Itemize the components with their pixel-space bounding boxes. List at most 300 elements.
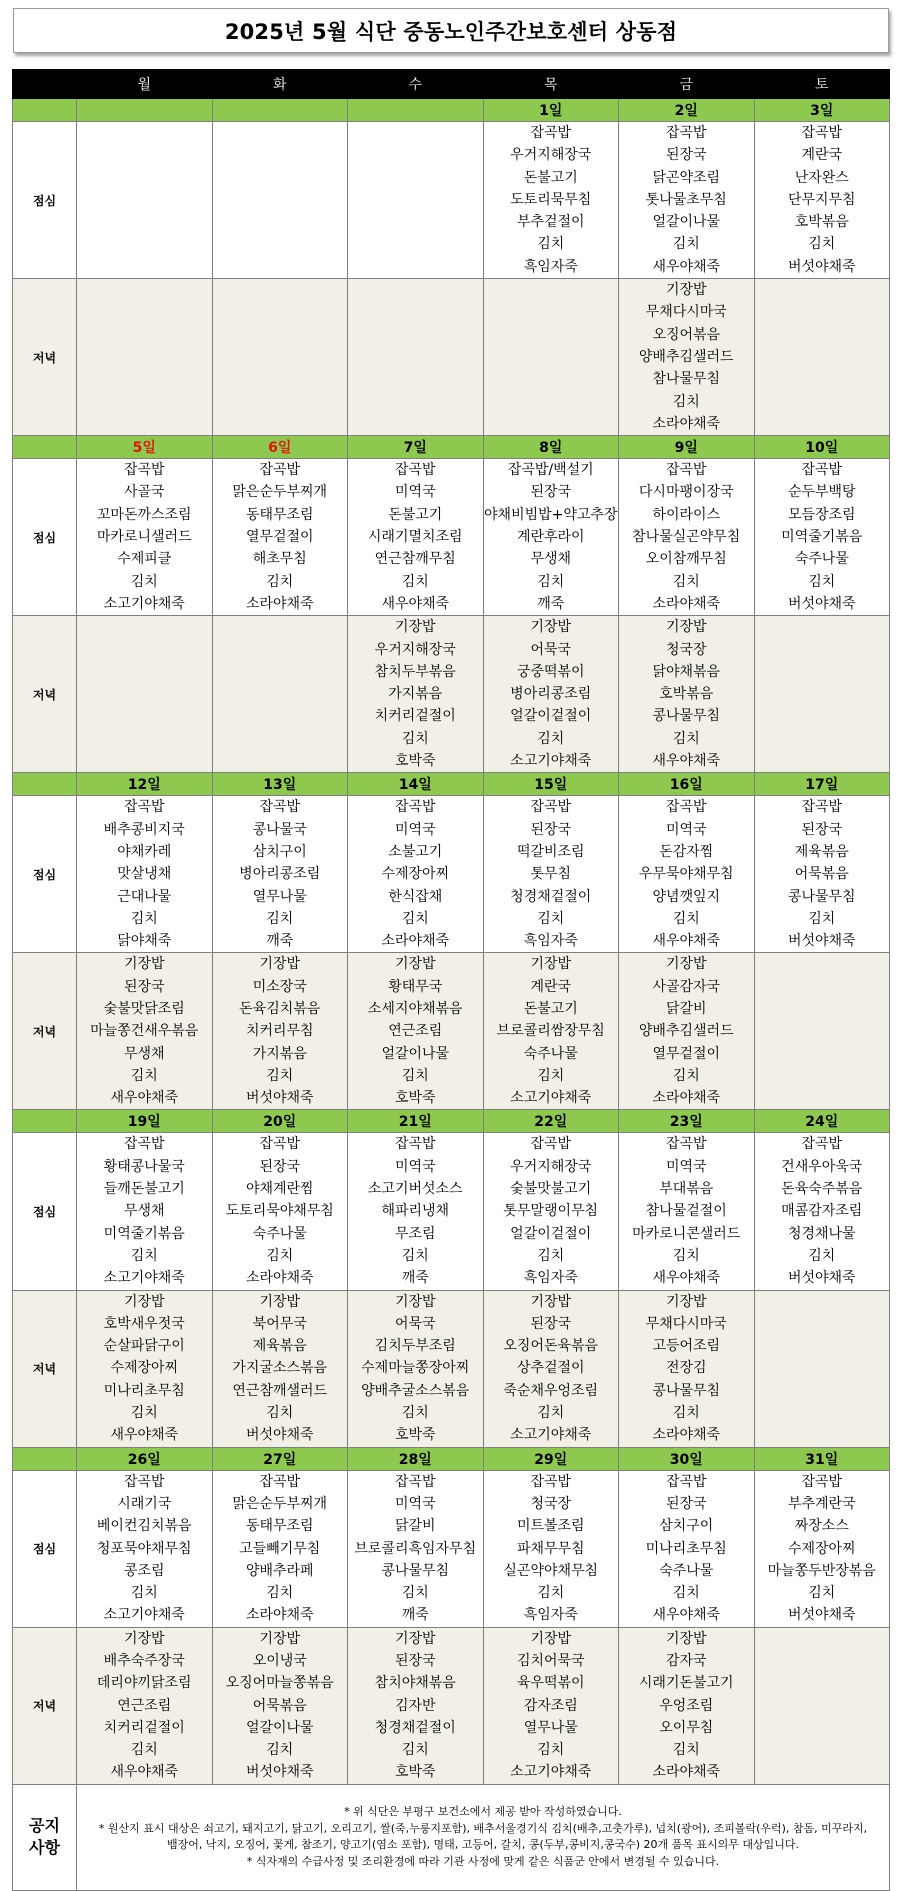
- menu-item: 열무나물: [523, 1719, 578, 1736]
- menu-item: 우거지해장국: [510, 1158, 592, 1175]
- menu-item: 버섯야채죽: [245, 1427, 314, 1444]
- menu-item: 김치: [672, 910, 700, 927]
- menu-item: 김치: [401, 910, 429, 927]
- date-cell: 27일: [212, 1447, 348, 1470]
- menu-item: 잡곡밥/백설기: [507, 462, 594, 479]
- menu-item: 김치: [266, 910, 294, 927]
- menu-item: 김치: [537, 910, 565, 927]
- lunch-label: 점심: [13, 459, 77, 616]
- menu-item: 새우야채죽: [652, 258, 721, 275]
- notice-row: [13, 1784, 890, 1890]
- menu-item: 사골국: [123, 484, 165, 501]
- menu-item: 어묵국: [530, 641, 572, 658]
- menu-item: 김치: [808, 1247, 836, 1264]
- menu-item: 소라야채죽: [652, 415, 721, 432]
- menu-item: 상추겉절이: [516, 1360, 585, 1377]
- lunch-menu-cell: [348, 1470, 484, 1627]
- menu-item: 계란후라이: [516, 529, 585, 546]
- dinner-menu-cell: [754, 1290, 890, 1447]
- menu-item: 콩나물무침: [787, 888, 856, 905]
- menu-item: 잡곡밥: [801, 799, 843, 816]
- menu-item: 톳무말랭이무침: [503, 1203, 599, 1220]
- menu-item: 삼치구이: [252, 843, 307, 860]
- date-cell: 31일: [754, 1447, 890, 1470]
- dinner-menu-cell: [77, 279, 213, 436]
- menu-item: 새우야채죽: [110, 1427, 179, 1444]
- day-header: 금: [619, 70, 755, 99]
- menu-item: 새우야채죽: [652, 933, 721, 950]
- menu-item: 육우떡볶이: [516, 1675, 585, 1692]
- lunch-menu-cell: [754, 1133, 890, 1290]
- menu-item: 김치: [672, 1742, 700, 1759]
- lunch-menu-cell: [77, 459, 213, 616]
- menu-item: 우무묵야채무침: [638, 866, 734, 883]
- page-title: 2025년 5월 식단 중동노인주간보호센터 상동점: [224, 19, 678, 44]
- menu-item: 미역국: [394, 821, 436, 838]
- menu-item: 연근조림: [388, 1023, 443, 1040]
- menu-item: 호박죽: [394, 753, 436, 770]
- menu-item: 얼갈이나물: [381, 1045, 450, 1062]
- date-cell: 3일: [754, 99, 890, 122]
- menu-item: 기장밥: [259, 1630, 301, 1647]
- menu-item: 숯불맛닭조림: [103, 1000, 185, 1017]
- menu-item: 돈불고기: [523, 1000, 578, 1017]
- menu-item: 김치: [130, 910, 158, 927]
- menu-item: 삼치구이: [659, 1518, 714, 1535]
- menu-item: 동태무조림: [245, 506, 314, 523]
- menu-item: 동태무조림: [245, 1518, 314, 1535]
- menu-item: 김치: [672, 730, 700, 747]
- menu-item: 기장밥: [123, 956, 165, 973]
- lunch-menu-cell: [77, 122, 213, 279]
- menu-item: 무생채: [123, 1045, 165, 1062]
- lunch-menu-cell: [212, 796, 348, 953]
- menu-item: 잡곡밥: [530, 799, 572, 816]
- menu-item: 고등어조림: [652, 1338, 721, 1355]
- menu-item: 소라야채죽: [652, 595, 721, 612]
- menu-item: 김치: [672, 1067, 700, 1084]
- dinner-menu-cell: [619, 1290, 755, 1447]
- notice-label-line: 사항: [29, 1838, 60, 1858]
- menu-item: 미나리초무침: [103, 1382, 185, 1399]
- dinner-menu-cell: [483, 616, 619, 773]
- menu-item: 잡곡밥: [394, 799, 436, 816]
- dinner-menu-cell: [212, 1290, 348, 1447]
- menu-item: 소고기야채죽: [510, 1764, 592, 1781]
- menu-item: 김치: [130, 1067, 158, 1084]
- date-row-corner: [13, 99, 77, 122]
- menu-item: 참치두부볶음: [374, 663, 456, 680]
- menu-item: 호박볶음: [659, 686, 714, 703]
- lunch-row: [13, 796, 890, 953]
- menu-item: 된장국: [394, 1653, 436, 1669]
- menu-item: 한식잡채: [388, 888, 443, 905]
- menu-item: 김치: [401, 1742, 429, 1759]
- date-cell: 5일: [77, 436, 213, 459]
- menu-item: 김치: [130, 1742, 158, 1759]
- menu-item: 김치: [672, 1405, 700, 1422]
- date-cell: 19일: [77, 1110, 213, 1133]
- menu-item: 숙주나물: [794, 551, 849, 568]
- menu-item: 김치: [672, 1247, 700, 1264]
- menu-item: 김치: [672, 393, 700, 410]
- menu-item: 근대나물: [117, 888, 172, 905]
- dinner-menu-cell: [77, 1290, 213, 1447]
- menu-item: 열무나물: [252, 888, 307, 905]
- menu-item: 기장밥: [665, 1630, 707, 1647]
- menu-item: 호박새우젓국: [103, 1315, 185, 1332]
- date-cell: 14일: [348, 773, 484, 796]
- menu-item: 청경채나물: [787, 1225, 856, 1242]
- menu-item: 기장밥: [259, 1293, 301, 1310]
- menu-item: 단무지무침: [787, 191, 856, 208]
- menu-item: 어묵국: [394, 1315, 436, 1332]
- menu-item: 김치: [130, 1585, 158, 1602]
- menu-item: 미역줄기볶음: [781, 529, 863, 546]
- menu-item: 된장국: [259, 1158, 301, 1175]
- menu-item: 김치: [266, 1742, 294, 1759]
- menu-item: 시래기멸치조림: [367, 529, 463, 546]
- menu-item: 소라야채죽: [652, 1427, 721, 1444]
- lunch-label: 점심: [13, 796, 77, 953]
- menu-item: 호박죽: [394, 1764, 436, 1781]
- menu-item: 미역국: [394, 484, 436, 501]
- menu-item: 브로콜리쌈장무침: [496, 1023, 605, 1040]
- menu-item: 깨죽: [266, 933, 294, 950]
- menu-item: 김치: [537, 1067, 565, 1084]
- date-cell: 17일: [754, 773, 890, 796]
- menu-item: 순두부백탕: [787, 484, 856, 501]
- menu-item: 오징어마늘쫑볶음: [225, 1675, 334, 1692]
- menu-item: 미소장국: [252, 978, 307, 995]
- menu-item: 소불고기: [388, 843, 443, 860]
- header-row: [13, 70, 890, 99]
- menu-item: 난자완스: [794, 169, 849, 186]
- menu-item: 기장밥: [394, 619, 436, 636]
- menu-item: 수제마늘쫑장아찌: [361, 1360, 470, 1377]
- menu-item: 잡곡밥: [530, 1136, 572, 1153]
- menu-item: 잡곡밥: [394, 1473, 436, 1490]
- menu-item: 실곤약야채무침: [503, 1562, 599, 1579]
- menu-item: 잡곡밥: [394, 1136, 436, 1153]
- menu-item: 감자국: [665, 1653, 707, 1669]
- menu-item: 전장김: [665, 1360, 707, 1377]
- menu-item: 사골감자국: [652, 978, 721, 995]
- menu-item: 데리야끼닭조림: [96, 1675, 192, 1692]
- date-cell: 30일: [619, 1447, 755, 1470]
- dinner-label: 저녁: [13, 953, 77, 1110]
- date-cell: 26일: [77, 1447, 213, 1470]
- date-row: [13, 436, 890, 459]
- menu-item: 가지볶음: [388, 686, 443, 703]
- menu-item: 돈육숙주볶음: [781, 1181, 863, 1198]
- menu-item: 해초무침: [252, 551, 307, 568]
- lunch-menu-cell: [77, 1470, 213, 1627]
- menu-item: 제육볶음: [794, 843, 849, 860]
- menu-item: 황태콩나물국: [103, 1158, 185, 1175]
- dinner-menu-cell: [212, 616, 348, 773]
- menu-item: 소라야채죽: [245, 1607, 314, 1624]
- date-row-corner: [13, 436, 77, 459]
- menu-item: 버섯야채죽: [245, 1764, 314, 1781]
- dinner-menu-cell: [77, 616, 213, 773]
- menu-item: 배추콩비지국: [103, 821, 185, 838]
- notice-line: * 식자재의 수급사정 및 조리환경에 따라 기관 사정에 맞게 같은 식품군 안에서 변경될 수 있습니다.: [246, 1854, 720, 1868]
- menu-item: 잡곡밥: [123, 799, 165, 816]
- lunch-menu-cell: [754, 1470, 890, 1627]
- lunch-menu-cell: [212, 1133, 348, 1290]
- menu-item: 새우야채죽: [652, 753, 721, 770]
- menu-item: 돈불고기: [523, 169, 578, 186]
- lunch-menu-cell: [619, 1133, 755, 1290]
- menu-item: 베이컨김치볶음: [96, 1518, 192, 1535]
- menu-item: 잡곡밥: [665, 1473, 707, 1490]
- date-cell: 28일: [348, 1447, 484, 1470]
- menu-item: 순살파닭구이: [103, 1338, 185, 1355]
- menu-item: 김자반: [394, 1697, 436, 1714]
- menu-item: 미역줄기볶음: [103, 1225, 185, 1242]
- menu-item: 잡곡밥: [665, 462, 707, 479]
- menu-item: 참나물무침: [652, 371, 721, 388]
- lunch-label: 점심: [13, 1133, 77, 1290]
- menu-item: 치커리겉절이: [374, 708, 456, 725]
- notice-line: * 원산지 표시 대상은 쇠고기, 돼지고기, 닭고기, 오리고기, 쌀(죽,누룽지포함), 배추서울경기식 김치(배추,고춧가루), 넙치(광어), 조피볼락(우럭), 참돔, 미꾸라지,: [98, 1821, 868, 1835]
- date-cell: 1일: [483, 99, 619, 122]
- menu-item: 감자조림: [523, 1697, 578, 1714]
- menu-item: 북어무국: [252, 1315, 307, 1332]
- menu-item: 들깨돈불고기: [103, 1181, 185, 1198]
- menu-item: 기장밥: [123, 1293, 165, 1310]
- day-header: 화: [212, 70, 348, 99]
- date-cell: 20일: [212, 1110, 348, 1133]
- menu-item: 된장국: [123, 978, 165, 995]
- menu-item: 콩나물무침: [652, 1382, 721, 1399]
- dinner-menu-cell: [619, 1627, 755, 1784]
- menu-item: 가지볶음: [252, 1045, 307, 1062]
- menu-item: 잡곡밥: [394, 462, 436, 479]
- menu-item: 우거지해장국: [510, 147, 592, 164]
- menu-item: 꼬마돈까스조림: [96, 506, 192, 523]
- menu-item: 얼갈이나물: [245, 1719, 314, 1736]
- date-cell: 6일: [212, 436, 348, 459]
- menu-item: 미나리초무침: [645, 1540, 727, 1557]
- menu-item: 흑임자죽: [523, 933, 578, 950]
- dinner-menu-cell: [754, 279, 890, 436]
- menu-item: 김치: [266, 573, 294, 590]
- menu-item: 소라야채죽: [245, 595, 314, 612]
- lunch-label: 점심: [13, 1470, 77, 1627]
- menu-item: 미역국: [665, 1158, 707, 1175]
- menu-item: 황태무국: [388, 978, 443, 995]
- menu-item: 김치: [130, 1405, 158, 1422]
- menu-item: 잡곡밥: [259, 462, 301, 479]
- date-row-corner: [13, 1447, 77, 1470]
- menu-item: 고들빼기무침: [239, 1540, 321, 1557]
- menu-item: 잡곡밥: [665, 799, 707, 816]
- menu-item: 맑은순두부찌개: [232, 484, 328, 501]
- menu-item: 콩나물무침: [652, 708, 721, 725]
- menu-item: 김치: [537, 1405, 565, 1422]
- menu-item: 기장밥: [665, 619, 707, 636]
- date-row: [13, 1110, 890, 1133]
- menu-item: 기장밥: [259, 956, 301, 973]
- menu-item: 소라야채죽: [381, 933, 450, 950]
- menu-item: 김치: [808, 910, 836, 927]
- menu-item: 연근참깨샐러드: [232, 1382, 328, 1399]
- date-cell: [348, 99, 484, 122]
- menu-item: 새우야채죽: [381, 595, 450, 612]
- menu-item: 새우야채죽: [652, 1607, 721, 1624]
- menu-item: 잡곡밥: [530, 125, 572, 141]
- menu-item: 잡곡밥: [530, 1473, 572, 1490]
- menu-item: 흑임자죽: [523, 1607, 578, 1624]
- menu-item: 김치: [537, 730, 565, 747]
- menu-title-box: [13, 8, 889, 53]
- lunch-row: [13, 459, 890, 616]
- menu-item: 잡곡밥: [665, 1136, 707, 1153]
- menu-item: 김치: [537, 1585, 565, 1602]
- menu-item: 김치: [672, 1585, 700, 1602]
- date-cell: [212, 99, 348, 122]
- lunch-menu-cell: [483, 796, 619, 953]
- dinner-label: 저녁: [13, 1290, 77, 1447]
- lunch-row: [13, 1133, 890, 1290]
- date-cell: 22일: [483, 1110, 619, 1133]
- menu-item: 숙주나물: [659, 1562, 714, 1579]
- menu-item: 어묵볶음: [794, 866, 849, 883]
- menu-item: 시래기국: [117, 1495, 172, 1512]
- menu-item: 병아리콩조림: [239, 866, 321, 883]
- day-header: 월: [77, 70, 213, 99]
- menu-item: 야채카레: [117, 843, 172, 860]
- menu-item: 잡곡밥: [259, 1473, 301, 1490]
- menu-item: 김치: [672, 573, 700, 590]
- menu-item: 오이냉국: [252, 1653, 307, 1669]
- date-cell: 8일: [483, 436, 619, 459]
- menu-item: 청경채겉절이: [510, 888, 592, 905]
- menu-item: 돈육김치볶음: [239, 1000, 321, 1017]
- menu-item: 기장밥: [394, 1630, 436, 1647]
- menu-item: 김치: [537, 1247, 565, 1264]
- menu-item: 무채다시마국: [645, 1315, 727, 1332]
- menu-item: 호박볶음: [794, 214, 849, 231]
- menu-item: 양배추김샐러드: [638, 348, 734, 365]
- lunch-menu-cell: [619, 796, 755, 953]
- day-header: 목: [483, 70, 619, 99]
- dinner-row: [13, 279, 890, 436]
- menu-item: 소고기야채죽: [510, 753, 592, 770]
- menu-item: 콩조림: [123, 1562, 165, 1579]
- date-row: [13, 773, 890, 796]
- menu-item: 소고기야채죽: [103, 1607, 185, 1624]
- dinner-menu-cell: [754, 1627, 890, 1784]
- menu-item: 무채다시마국: [645, 304, 727, 321]
- menu-item: 부추겉절이: [516, 214, 585, 231]
- menu-item: 어묵볶음: [252, 1697, 307, 1714]
- dinner-menu-cell: [619, 616, 755, 773]
- menu-item: 기장밥: [530, 1630, 572, 1647]
- menu-item: 잡곡밥: [259, 799, 301, 816]
- menu-item: 떡갈비조림: [516, 843, 585, 860]
- menu-item: 김치: [130, 573, 158, 590]
- dinner-menu-cell: [619, 953, 755, 1110]
- menu-item: 잡곡밥: [123, 462, 165, 479]
- dinner-menu-cell: [348, 1290, 484, 1447]
- menu-item: 호박죽: [394, 1427, 436, 1444]
- menu-item: 기장밥: [665, 956, 707, 973]
- menu-item: 잡곡밥: [123, 1473, 165, 1490]
- menu-item: 도토리묵무침: [510, 191, 592, 208]
- menu-item: 소고기야채죽: [510, 1427, 592, 1444]
- menu-item: 수제장아찌: [381, 866, 450, 883]
- menu-item: 잡곡밥: [801, 1136, 843, 1153]
- dinner-label: 저녁: [13, 616, 77, 773]
- menu-item: 계란국: [801, 147, 843, 164]
- menu-item: 하이라이스: [652, 506, 721, 523]
- lunch-menu-cell: [212, 1470, 348, 1627]
- dinner-menu-cell: [212, 953, 348, 1110]
- menu-item: 미역국: [394, 1158, 436, 1175]
- menu-item: 된장국: [530, 821, 572, 838]
- menu-item: 기장밥: [665, 1293, 707, 1310]
- menu-item: 기장밥: [530, 619, 572, 636]
- menu-item: 잡곡밥: [801, 1473, 843, 1490]
- menu-item: 우엉조림: [659, 1697, 714, 1714]
- menu-item: 새우야채죽: [110, 1764, 179, 1781]
- menu-item: 양배추라페: [245, 1562, 314, 1579]
- menu-item: 김치: [401, 1067, 429, 1084]
- menu-item: 돈감자찜: [659, 843, 714, 860]
- menu-item: 무생채: [530, 551, 572, 568]
- day-header: 토: [754, 70, 890, 99]
- menu-item: 소고기야채죽: [510, 1090, 592, 1107]
- menu-item: 콩나물무침: [381, 1562, 450, 1579]
- menu-item: 잡곡밥: [801, 462, 843, 479]
- lunch-menu-cell: [212, 122, 348, 279]
- menu-item: 야채계란찜: [245, 1181, 314, 1198]
- lunch-label: 점심: [13, 122, 77, 279]
- dinner-menu-cell: [483, 953, 619, 1110]
- menu-item: 김치: [672, 236, 700, 253]
- menu-item: 죽순채우엉조림: [503, 1382, 599, 1399]
- menu-item: 김치: [401, 730, 429, 747]
- dinner-menu-cell: [483, 1627, 619, 1784]
- dinner-row: [13, 1290, 890, 1447]
- menu-item: 닭곤약조림: [652, 169, 721, 186]
- notice-label: [13, 1784, 77, 1890]
- menu-item: 돈불고기: [388, 506, 443, 523]
- menu-item: 김치: [808, 573, 836, 590]
- menu-item: 기장밥: [394, 956, 436, 973]
- dinner-row: [13, 953, 890, 1110]
- date-cell: 9일: [619, 436, 755, 459]
- dinner-menu-cell: [348, 279, 484, 436]
- menu-item: 치커리겉절이: [103, 1719, 185, 1736]
- menu-item: 모듬장조림: [787, 506, 856, 523]
- lunch-menu-cell: [619, 122, 755, 279]
- menu-item: 소라야채죽: [245, 1270, 314, 1287]
- menu-item: 버섯야채죽: [787, 933, 856, 950]
- menu-item: 버섯야채죽: [787, 1607, 856, 1624]
- menu-item: 김치: [808, 1585, 836, 1602]
- lunch-menu-cell: [348, 459, 484, 616]
- menu-item: 얼갈이나물: [652, 214, 721, 231]
- weekly-menu-table: [12, 69, 890, 1891]
- notice-line: * 위 식단은 부평구 보건소에서 제공 받아 작성하였습니다.: [344, 1805, 622, 1819]
- menu-item: 소고기야채죽: [103, 595, 185, 612]
- menu-item: 된장국: [530, 1315, 572, 1332]
- lunch-menu-cell: [754, 122, 890, 279]
